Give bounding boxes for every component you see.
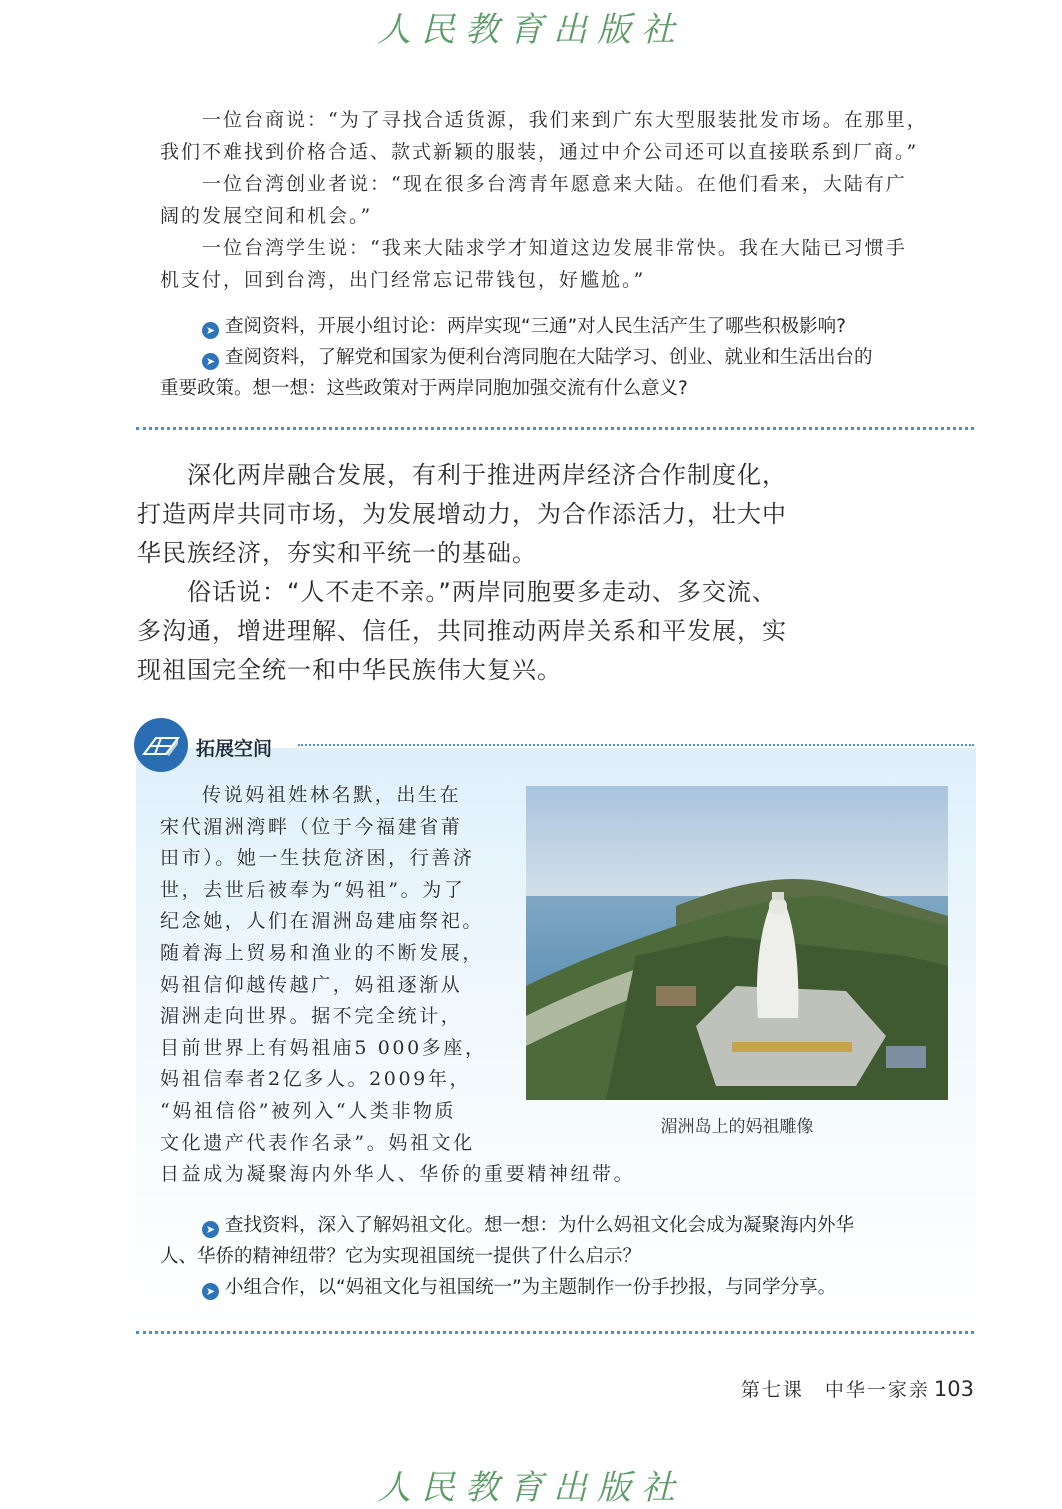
quote-line: 一位台湾学生说：“我来大陆求学才知道这边发展非常快。我在大陆已习惯手 <box>202 237 907 259</box>
quote-line: 我们不难找到价格合适、款式新颖的服装，通过中介公司还可以直接联系到厂商。” <box>160 141 919 163</box>
legend-line: 湄洲走向世界。据不完全统计， <box>160 1005 463 1028</box>
task-item-continued: 人、华侨的精神纽带？它为实现祖国统一提供了什么启示？ <box>160 1246 642 1267</box>
task-item: ➤ 查阅资料，了解党和国家为便利台湾同胞在大陆学习、创业、就业和生活出台的 <box>160 342 960 373</box>
task-item: ➤ 查找资料，深入了解妈祖文化。想一想：为什么妈祖文化会成为凝聚海内外华 <box>160 1210 960 1241</box>
quote-line: 阔的发展空间和机会。” <box>160 205 373 227</box>
legend-line: 妈祖信仰越传越广，妈祖逐渐从 <box>160 973 463 996</box>
expand-space-title: 拓展空间 <box>196 738 273 760</box>
page-number: 103 <box>933 1377 974 1401</box>
task-item: ➤ 查阅资料，开展小组讨论：两岸实现“三通”对人民生活产生了哪些积极影响? <box>160 311 960 342</box>
paragraph-line: 打造两岸共同市场，为发展增动力，为合作添活力，壮大中 <box>137 500 787 528</box>
expand-title-dotted-line <box>298 744 974 746</box>
legend-line: 纪念她，人们在湄洲岛建庙祭祀。 <box>160 910 485 933</box>
legend-line: 宋代湄洲湾畔（位于今福建省莆 <box>160 815 463 838</box>
quote-block <box>160 104 960 296</box>
publisher-watermark-bottom: 人民教育出版社 <box>377 1468 685 1508</box>
paragraph-line: 华民族经济，夯实和平统一的基础。 <box>137 539 537 567</box>
legend-line: 妈祖信奉者2亿多人。2009年， <box>160 1068 472 1091</box>
photo-caption: 湄洲岛上的妈祖雕像 <box>660 1117 814 1137</box>
legend-line: 田市）。她一生扶危济困，行善济 <box>160 847 475 870</box>
legend-line: 文化遗产代表作名录”。妈祖文化 <box>160 1131 475 1154</box>
arrow-icon: ➤ <box>202 1221 219 1238</box>
expand-tasks <box>160 1210 960 1303</box>
page-footer <box>741 1375 974 1402</box>
arrow-icon: ➤ <box>202 322 219 339</box>
mazu-statue-photo <box>526 786 948 1100</box>
dotted-divider-bottom <box>136 1331 974 1334</box>
quote-line: 一位台湾创业者说：“现在很多台湾青年愿意来大陆。在他们看来，大陆有广 <box>202 173 907 195</box>
arrow-icon: ➤ <box>202 353 219 370</box>
activity-tasks <box>160 311 960 404</box>
paragraph-line: 现祖国完全统一和中华民族伟大复兴。 <box>137 656 562 684</box>
paragraph-line: 深化两岸融合发展，有利于推进两岸经济合作制度化， <box>187 461 787 489</box>
legend-line: “妈祖信俗”被列入“人类非物质 <box>160 1099 457 1122</box>
quote-line: 机支付，回到台湾，出门经常忘记带钱包，好尴尬。” <box>160 269 646 291</box>
paragraph-line: 俗话说：“人不走不亲。”两岸同胞要多走动、多交流、 <box>187 578 777 606</box>
dotted-divider <box>136 427 974 430</box>
task-item-continued: 重要政策。想一想：这些政策对于两岸同胞加强交流有什么意义? <box>160 378 688 399</box>
legend-line: 传说妈祖姓林名默，出生在 <box>202 784 462 806</box>
legend-line: 世，去世后被奉为“妈祖”。为了 <box>160 878 466 901</box>
lesson-title: 第七课 中华一家亲 <box>740 1379 930 1401</box>
legend-line: 随着海上贸易和渔业的不断发展， <box>160 941 485 964</box>
legend-line: 日益成为凝聚海内外华人、华侨的重要精神纽带。 <box>160 1163 636 1186</box>
arrow-icon: ➤ <box>202 1283 219 1300</box>
expand-space-icon <box>134 718 188 772</box>
paragraph-line: 多沟通，增进理解、信任，共同推动两岸关系和平发展，实 <box>137 617 787 645</box>
task-item: ➤ 小组合作，以“妈祖文化与祖国统一”为主题制作一份手抄报，与同学分享。 <box>160 1272 960 1303</box>
legend-line: 目前世界上有妈祖庙5 000多座， <box>160 1036 487 1059</box>
quote-line: 一位台商说：“为了寻找合适货源，我们来到广东大型服装批发市场。在那里， <box>202 109 928 131</box>
publisher-watermark-top: 人民教育出版社 <box>377 10 685 50</box>
main-body-text <box>137 456 797 690</box>
